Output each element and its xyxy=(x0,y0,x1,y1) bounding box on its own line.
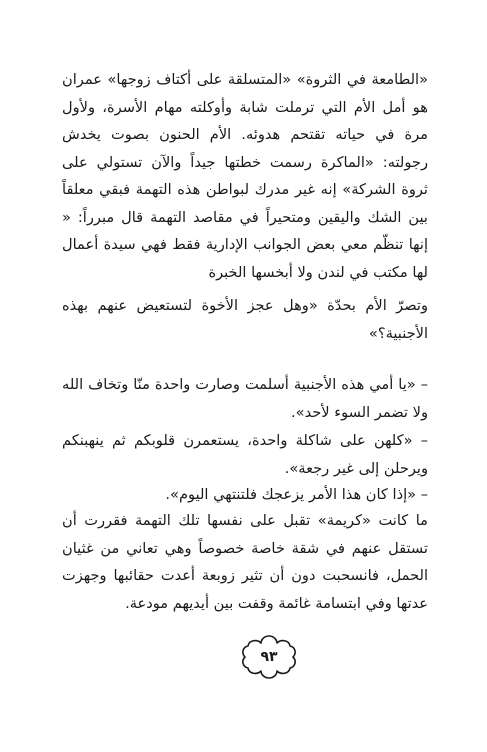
page-number-badge xyxy=(239,633,299,681)
dialogue-line: – «إذا كان هذا الأمر يزعجك فلتنتهي اليوم». xyxy=(165,486,428,503)
page-number: ٩٣ xyxy=(260,649,278,665)
paragraph: ما كانت «كريمة» تقبل على نفسها تلك التهمة فقررت أن تستقل عنهم في شقة خاصة خصوصاً وهي تعاني من غثيان الحمل، فانسحبت دون أن تثير زوبعة أعدت حقائبها وجهزت عدتها وفي ابتسامة غائمة وقفت بين أيديهم مودعة. xyxy=(62,512,428,612)
dialogue-line: – «كلهن على شاكلة واحدة، يستعمرن قلوبكم ثم ينهبنكم ويرحلن إلى غير رجعة». xyxy=(62,432,428,477)
dialogue-line: – «يا أمي هذه الأجنبية أسلمت وصارت واحدة منّا وتخاف الله ولا تضمر السوء لأحد». xyxy=(62,376,428,421)
paragraph: وتصرّ الأم بحدّة «وهل عجز الأخوة لتستعيض عنهم بهذه الأجنبية؟» xyxy=(62,297,428,342)
paragraph: «الطامعة في الثروة» «المتسلقة على أكتاف زوجها» عمران هو أمل الأم التي ترملت شابة وأوكلته مهام الأسرة، ولأول مرة في حياته تقتحم هدوئه. الأم الحنون بصوت يخدش رجولته: «الماكرة رسمت خطتها جيداً والآن تستولي على ثروة الشركة» إنه غير مدرك لبواطن هذه التهمة فبقي معلقاً بين الشك واليقين ومتحيراً في مقاصد التهمة قال مبرراً: « إنها تنظّم معي بعض الجوانب الإدارية فقط فهي سيدة أعمال لها مكتب في لندن ولا أبخسها الخبرة xyxy=(62,71,428,281)
